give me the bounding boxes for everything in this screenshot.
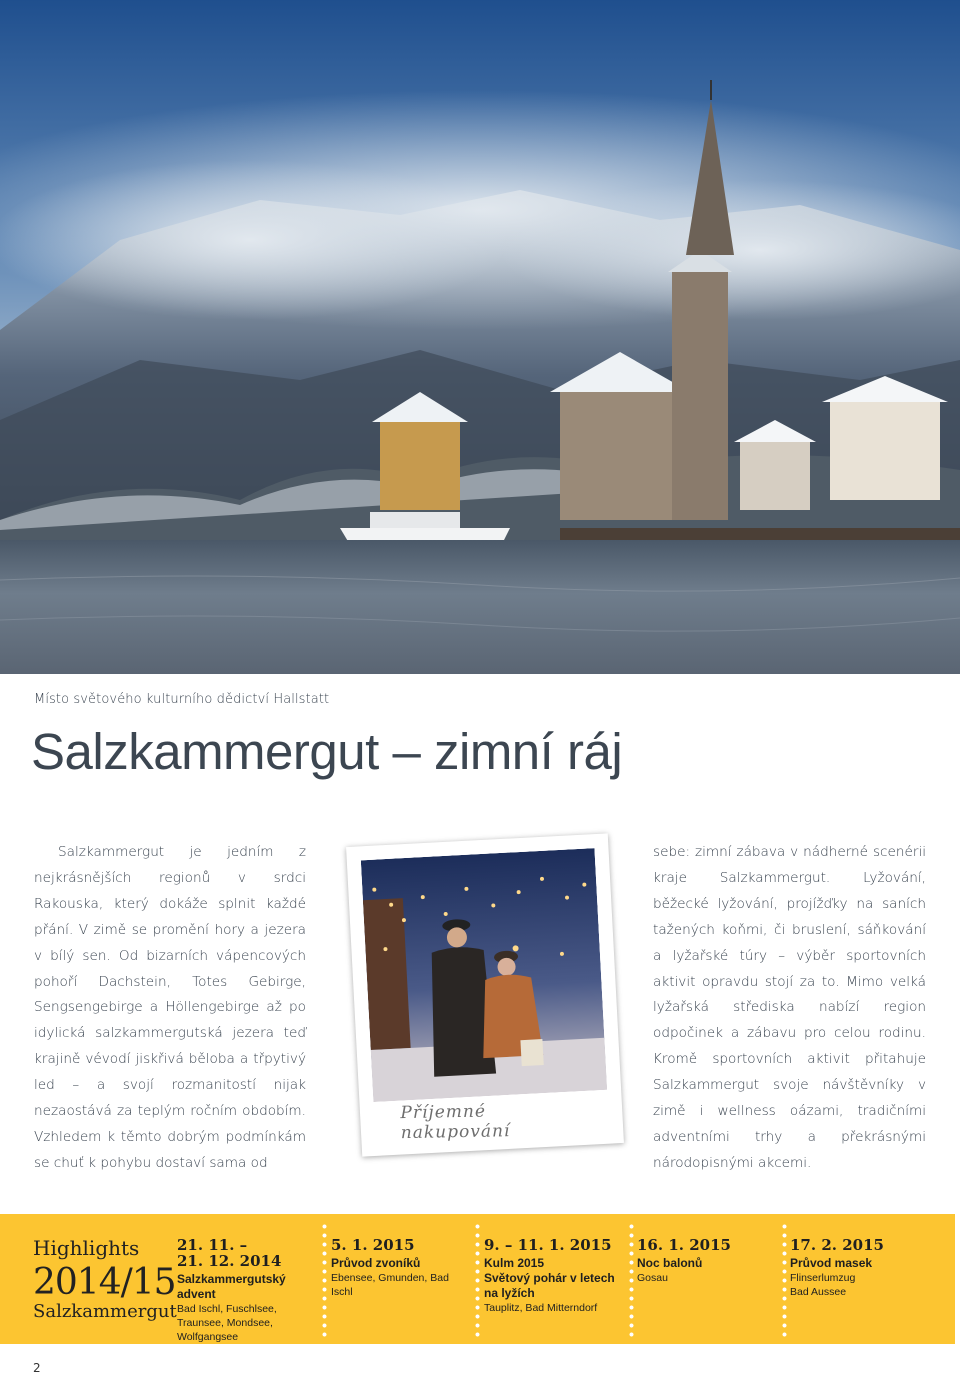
highlights-season: 2014/15 bbox=[33, 1262, 176, 1303]
event-mask-parade bbox=[790, 1237, 930, 1299]
dotted-divider bbox=[782, 1222, 787, 1340]
hallstatt-winter-illustration bbox=[0, 0, 960, 674]
event-kulm bbox=[484, 1237, 624, 1315]
event-date: 5. 1. 2015 bbox=[331, 1236, 415, 1254]
kicker-text: Místo světového kulturního dědictví Hallstatt bbox=[34, 692, 330, 707]
event-name: Průvod masek bbox=[790, 1256, 873, 1270]
intro-paragraph-left: Salzkammergut je jedním z nejkrásnějších regionů v srdci Rakouska, který dokáže splnit každé přání. V zimě se promění hory a jezera v bílý sen. Od bizarních vápencových pohoří Dachstein, Totes Gebirge, Sengsengebirge a Höllengebirge až po idylická salzkammergutská jezera teď krajině vévodí jiskřivá běloba a třpytivý led – a svojí rozmanitostí nijak nezaostává za teplým ročním obdobím. Vzhledem k těmto dobrým podmínkám se chuť k pohybu dostaví sama od bbox=[34, 844, 306, 1171]
event-bell-ringers bbox=[331, 1237, 471, 1299]
shopping-couple-photo bbox=[361, 848, 607, 1102]
event-place: Bad Ischl, Fuschlsee, Traunsee, Mondsee, Wolfgangsee bbox=[177, 1303, 277, 1343]
event-date: 17. 2. 2015 bbox=[790, 1236, 884, 1254]
dotted-divider bbox=[475, 1222, 480, 1340]
event-name: Průvod zvoníků bbox=[331, 1256, 421, 1270]
event-name: Salzkammergutský advent bbox=[177, 1272, 286, 1301]
highlights-region: Salzkammergut bbox=[33, 1301, 177, 1322]
event-advent bbox=[177, 1237, 317, 1344]
intro-paragraph-right: sebe: zimní zábava v nádherné scenérii kraje Salzkammergut. Lyžování, běžecké lyžování, projížďky na saních tažených koňmi, či bruslení, sáňkování a lyžařské túry – výběr sportovních aktivit opravdu stojí za to. Mimo velká lyžařská střediska nabízí region odpočinek a zábavu pro celou rodinu. Kromě sportovních aktivit přitahuje Salzkammergut svoje návštěvníky v zimě i wellness oázami, tradičními adventními trhy a překrásnými národopisnými akcemi. bbox=[653, 844, 926, 1171]
event-place: Tauplitz, Bad Mitterndorf bbox=[484, 1302, 598, 1314]
event-place: Ebensee, Gmunden, Bad Ischl bbox=[331, 1272, 449, 1298]
dotted-divider bbox=[629, 1222, 634, 1340]
highlights-title: Highlights bbox=[33, 1236, 140, 1260]
event-place: Gosau bbox=[637, 1272, 668, 1284]
event-date: 21. 11. – 21. 12. 2014 bbox=[177, 1236, 282, 1270]
polaroid-photo bbox=[346, 833, 624, 1156]
event-name: Noc balonů bbox=[637, 1256, 703, 1270]
event-place: Flinserlumzug Bad Aussee bbox=[790, 1272, 856, 1298]
page-title: Salzkammergut – zimní ráj bbox=[31, 723, 623, 780]
dotted-divider bbox=[322, 1222, 327, 1340]
event-balloon-night bbox=[637, 1237, 777, 1285]
polaroid-caption: Příjemné nakupování bbox=[400, 1101, 511, 1144]
event-name: Kulm 2015 Světový pohár v letech na lyžích bbox=[484, 1256, 615, 1300]
event-date: 16. 1. 2015 bbox=[637, 1236, 731, 1254]
event-date: 9. – 11. 1. 2015 bbox=[484, 1236, 612, 1254]
hero-photo bbox=[0, 0, 960, 674]
page-number: 2 bbox=[33, 1361, 41, 1375]
highlights-heading bbox=[33, 1236, 177, 1322]
